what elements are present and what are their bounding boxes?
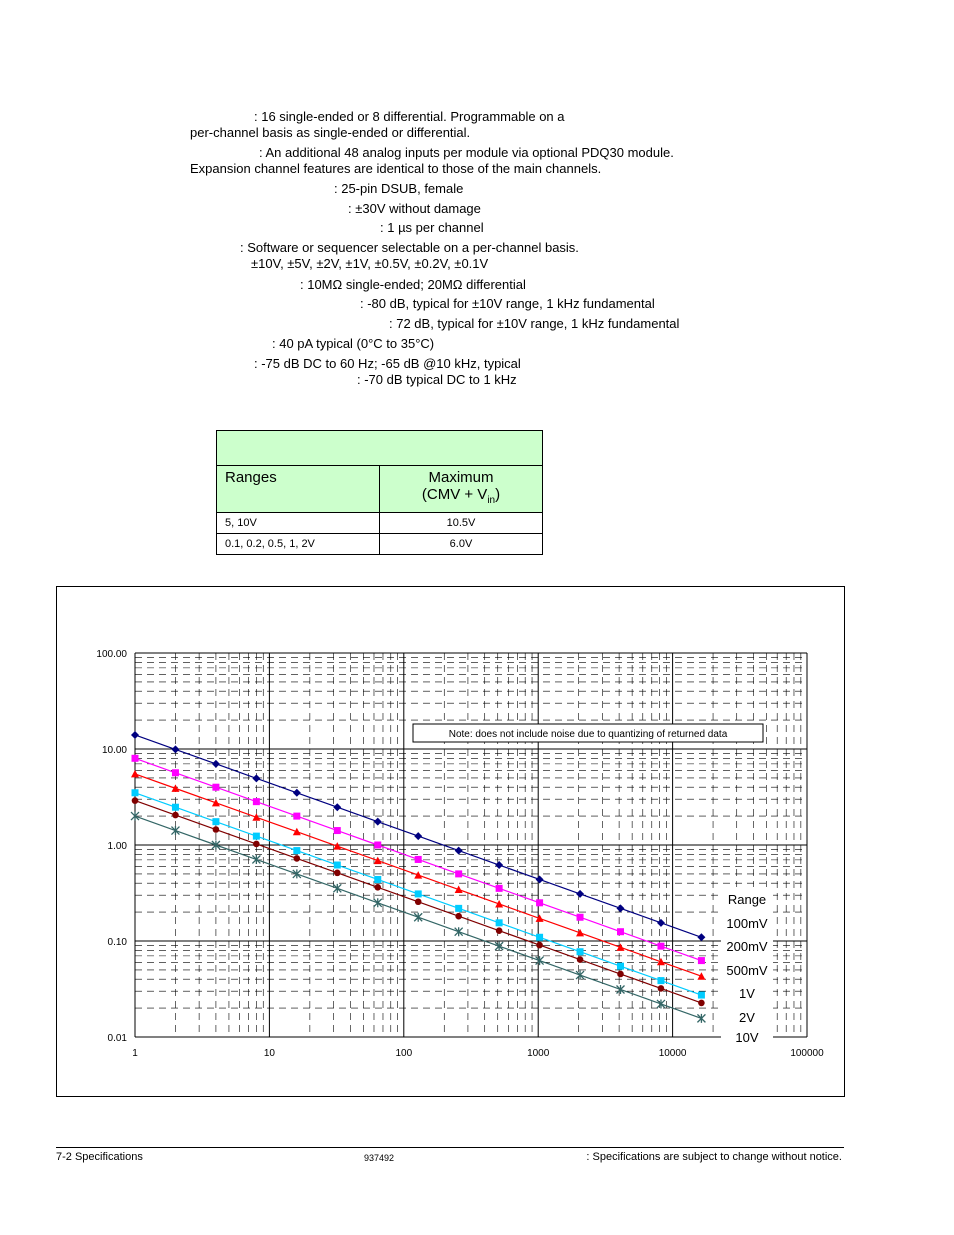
data-point: [495, 942, 503, 951]
data-point: [414, 913, 422, 922]
data-point: [415, 856, 422, 863]
data-point: [536, 914, 544, 922]
spec-line: : 16 single-ended or 8 differential. Programmable on a: [254, 109, 565, 124]
data-point: [374, 884, 381, 891]
data-point: [536, 956, 544, 965]
data-point: [334, 870, 341, 877]
data-point: [293, 828, 301, 836]
spec-line: ±10V, ±5V, ±2V, ±1V, ±0.5V, ±0.2V, ±0.1V: [251, 256, 489, 271]
data-point: [172, 812, 179, 819]
data-point: [415, 898, 422, 905]
table-row: [217, 513, 543, 534]
data-point: [617, 943, 625, 951]
data-point: [536, 899, 543, 906]
data-point: [536, 875, 544, 883]
data-point: [697, 1014, 705, 1023]
data-point: [172, 769, 179, 776]
data-point: [577, 956, 584, 963]
x-tick-label: 10000: [658, 1048, 687, 1059]
data-point: [171, 784, 179, 792]
legend-entry: 2V: [739, 1010, 755, 1025]
data-point: [293, 847, 300, 854]
footer-left: 7-2 Specifications: [56, 1151, 143, 1163]
data-point: [455, 913, 462, 920]
data-point: [536, 934, 543, 941]
range-cell: 5, 10V: [217, 513, 380, 534]
data-point: [496, 927, 503, 934]
legend-entry: 500mV: [726, 963, 768, 978]
spec-line: : 10MΩ single-ended; 20MΩ differential: [300, 277, 526, 292]
footer-doc-number: 937492: [364, 1153, 395, 1163]
data-point: [252, 813, 260, 821]
data-point: [171, 826, 179, 835]
spec-line: : ±30V without damage: [348, 201, 481, 216]
y-tick-label: 0.10: [107, 937, 127, 948]
x-tick-label: 1: [132, 1048, 138, 1059]
data-point: [496, 919, 503, 926]
data-point: [697, 972, 705, 980]
data-point: [658, 985, 665, 992]
data-point: [577, 948, 584, 955]
data-point: [657, 999, 665, 1008]
data-point: [374, 857, 382, 865]
data-point: [132, 797, 139, 804]
data-point: [414, 871, 422, 879]
spec-line: : Software or sequencer selectable on a per-channel basis.: [240, 240, 579, 255]
x-tick-label: 1000: [527, 1048, 550, 1059]
data-point: [657, 943, 664, 950]
spec-line: : 1 µs per channel: [380, 220, 484, 235]
max-voltage-table: [216, 430, 543, 555]
data-point: [333, 803, 341, 811]
data-point: [415, 890, 422, 897]
data-point: [455, 870, 462, 877]
data-point: [374, 876, 381, 883]
data-point: [455, 905, 462, 912]
spec-line: : -75 dB DC to 60 Hz; -65 dB @10 kHz, typical: [254, 356, 521, 371]
spec-line: : 25-pin DSUB, female: [334, 181, 464, 196]
legend-entry: 1V: [739, 986, 755, 1001]
x-tick-label: 100000: [790, 1048, 824, 1059]
data-point: [213, 826, 220, 833]
spec-line: : 72 dB, typical for ±10V range, 1 kHz fundamental: [389, 316, 680, 331]
noise-chart: [57, 587, 844, 1096]
data-point: [252, 774, 260, 782]
header-ranges: Ranges: [217, 466, 380, 513]
data-point: [496, 885, 503, 892]
y-tick-label: 0.01: [107, 1033, 127, 1044]
header-cmv-sub: in: [487, 495, 496, 506]
data-point: [617, 971, 624, 978]
data-point: [455, 927, 463, 936]
data-point: [253, 833, 260, 840]
data-point: [171, 745, 179, 753]
data-point: [294, 855, 301, 862]
data-point: [698, 1000, 705, 1007]
data-point: [414, 832, 422, 840]
data-point: [617, 928, 624, 935]
data-point: [212, 760, 220, 768]
x-tick-label: 100: [395, 1048, 413, 1059]
data-point: [617, 904, 625, 912]
data-point: [334, 862, 341, 869]
data-point: [455, 847, 463, 855]
data-point: [131, 770, 139, 778]
header-maximum: [380, 466, 543, 513]
data-point: [576, 971, 584, 980]
data-point: [333, 884, 341, 893]
table-header-row: [217, 466, 543, 513]
x-tick-label: 10: [263, 1048, 275, 1059]
legend-entry: 10V: [735, 1030, 759, 1045]
data-point: [576, 890, 584, 898]
data-point: [253, 841, 260, 848]
data-point: [333, 842, 341, 850]
data-point: [252, 855, 260, 864]
data-point: [576, 929, 584, 937]
header-cmv-post: ): [495, 486, 501, 503]
chart-note: Note: does not include noise due to quantizing of returned data: [448, 729, 728, 740]
table-title-cell: [217, 431, 543, 466]
data-point: [657, 977, 664, 984]
data-point: [374, 818, 382, 826]
data-point: [698, 992, 705, 999]
legend-entry: 200mV: [726, 939, 768, 954]
data-point: [172, 804, 179, 811]
header-cmv-pre: (CMV + V: [421, 486, 488, 503]
table-title-row: [217, 431, 543, 466]
table-row: [217, 534, 543, 555]
data-point: [132, 755, 139, 762]
data-point: [131, 731, 139, 739]
data-point: [657, 919, 665, 927]
max-cell: 6.0V: [380, 534, 543, 555]
data-point: [536, 942, 543, 949]
data-point: [212, 784, 219, 791]
data-point: [657, 958, 665, 966]
data-point: [495, 861, 503, 869]
header-maximum-label: Maximum: [428, 469, 494, 486]
y-tick-label: 1.00: [107, 841, 127, 852]
data-point: [253, 798, 260, 805]
data-point: [212, 799, 220, 807]
data-point: [212, 818, 219, 825]
spec-line: : -70 dB typical DC to 1 kHz: [357, 372, 517, 387]
footer-rule: [56, 1147, 844, 1148]
spec-line: Expansion channel features are identical to those of the main channels.: [190, 161, 602, 176]
data-point: [617, 963, 624, 970]
data-point: [293, 789, 301, 797]
y-tick-label: 10.00: [101, 745, 127, 756]
spec-line: : -80 dB, typical for ±10V range, 1 kHz fundamental: [360, 296, 655, 311]
data-point: [697, 933, 705, 941]
legend-entry: 100mV: [726, 916, 768, 931]
range-cell: 0.1, 0.2, 0.5, 1, 2V: [217, 534, 380, 555]
data-point: [334, 827, 341, 834]
data-point: [132, 789, 139, 796]
spec-line: : 40 pA typical (0°C to 35°C): [272, 336, 435, 351]
data-point: [617, 985, 625, 994]
legend-title: Range: [727, 892, 767, 907]
max-cell: 10.5V: [380, 513, 543, 534]
spec-line: per-channel basis as single-ended or differential.: [190, 125, 471, 140]
spec-line: : An additional 48 analog inputs per module via optional PDQ30 module.: [259, 145, 674, 160]
data-point: [495, 900, 503, 908]
y-tick-label: 100.00: [96, 649, 127, 660]
data-point: [374, 898, 382, 907]
data-point: [374, 842, 381, 849]
data-point: [698, 957, 705, 964]
data-point: [455, 886, 463, 894]
data-point: [293, 813, 300, 820]
noise-chart-frame: [56, 586, 845, 1097]
footer-right: : Specifications are subject to change without notice.: [586, 1151, 842, 1163]
data-point: [577, 914, 584, 921]
